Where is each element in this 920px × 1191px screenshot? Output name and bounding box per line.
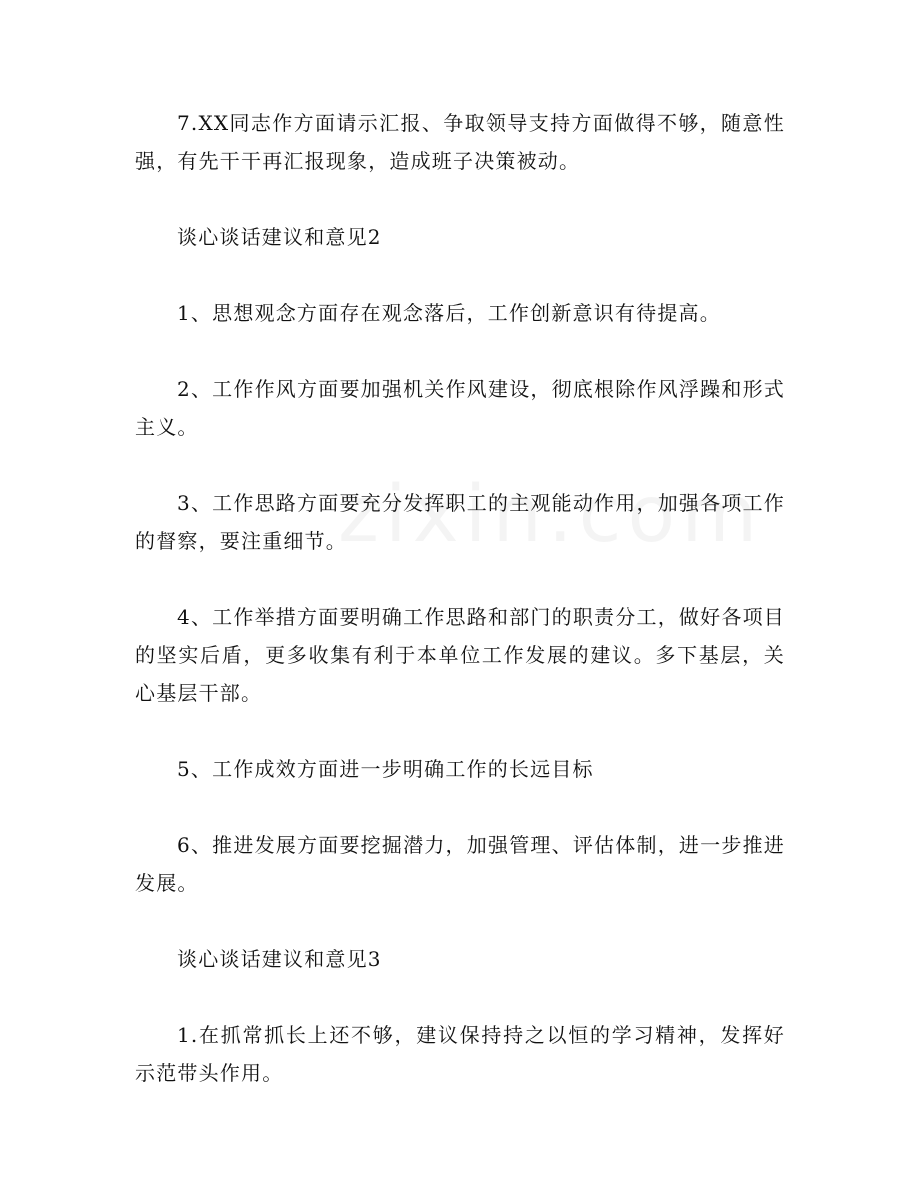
paragraph-1-ideology: 1、思想观念方面存在观念落后，工作创新意识有待提高。 [177, 301, 721, 325]
paragraph-7-report-support: 7.XX同志作方面请示汇报、争取领导支持方面做得不够，随意性强，有先干干再汇报现象，造成班子决策被动。 [135, 111, 785, 173]
section-heading-3: 谈心谈话建议和意见3 [177, 947, 382, 971]
paragraph-1-learning-spirit: 1.在抓常抓长上还不够，建议保持持之以恒的学习精神，发挥好示范带头作用。 [135, 1023, 785, 1085]
paragraph-4-work-measures: 4、工作举措方面要明确工作思路和部门的职责分工，做好各项目的坚实后盾，更多收集有利于本单位工作发展的建议。多下基层，关心基层干部。 [135, 605, 785, 705]
paragraph-5-work-results: 5、工作成效方面进一步明确工作的长远目标 [177, 757, 594, 781]
section-heading-2: 谈心谈话建议和意见2 [177, 225, 382, 249]
paragraph-2-work-style: 2、工作作风方面要加强机关作风建设，彻底根除作风浮躁和形式主义。 [135, 377, 785, 439]
paragraph-6-development: 6、推进发展方面要挖掘潜力，加强管理、评估体制，进一步推进发展。 [135, 833, 785, 895]
document-body [135, 104, 785, 1130]
paragraph-3-work-approach: 3、工作思路方面要充分发挥职工的主观能动作用，加强各项工作的督察，要注重细节。 [135, 491, 785, 553]
